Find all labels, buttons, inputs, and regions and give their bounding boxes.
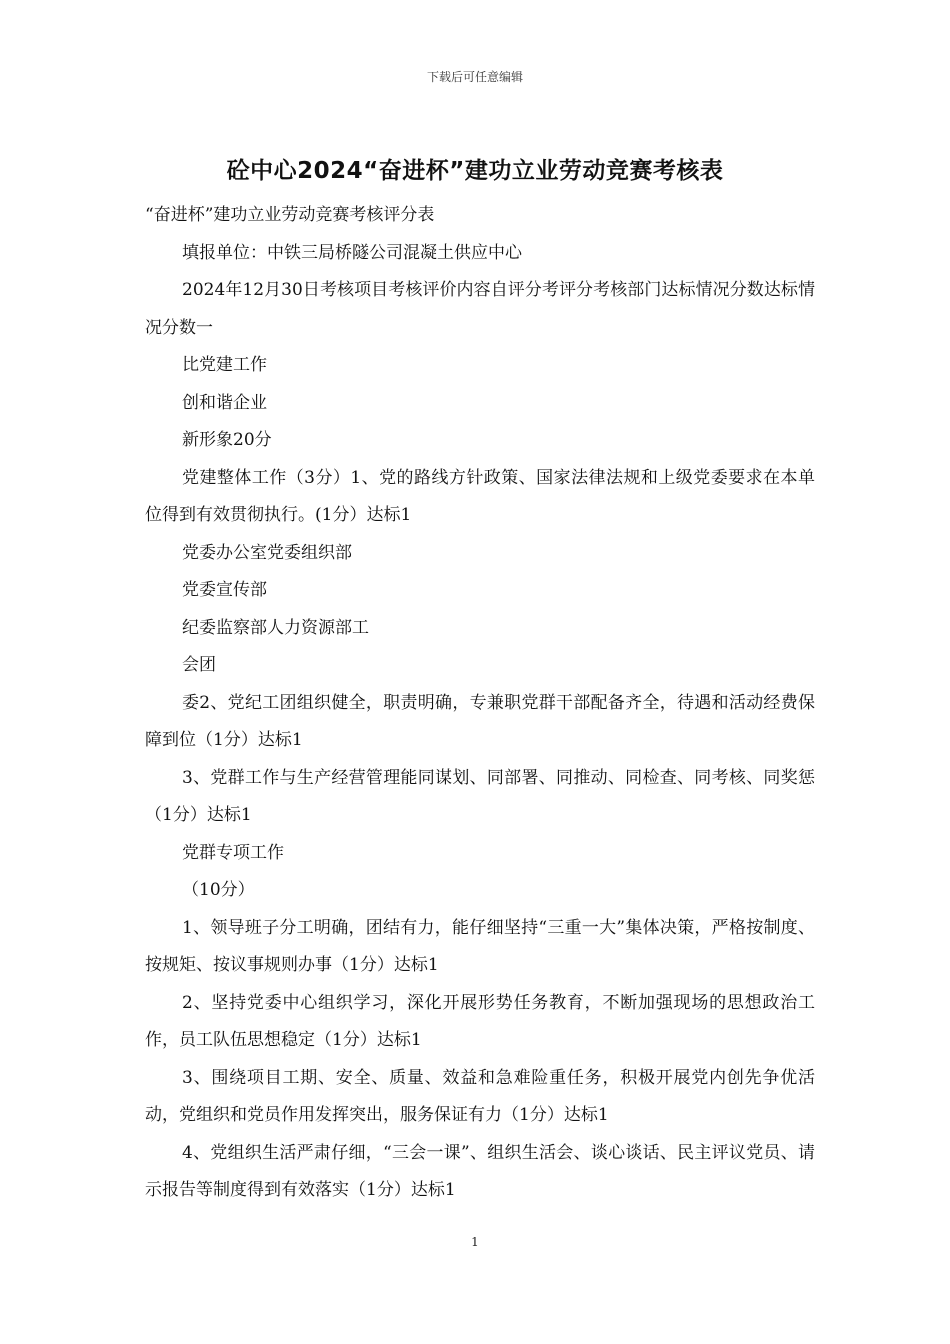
paragraph-form-name: “奋进杯”建功立业劳动竞赛考核评分表 <box>145 205 435 225</box>
paragraph-overall-work-item-3: 3、党群工作与生产经营管理能同谋划、同部署、同推动、同检查、同考核、同奖惩（1分）达标1 <box>145 767 815 825</box>
paragraph-departments-4: 会团 <box>182 655 216 675</box>
paragraph-special-item-1: 1、领导班子分工明确，团结有力，能仔细坚持“三重一大”集体决策，严格按制度、按规矩、按议事规则办事（1分）达标1 <box>145 917 815 975</box>
document-body <box>145 197 815 1210</box>
document-title: 砼中心2024“奋进杯”建功立业劳动竞赛考核表 <box>226 158 724 184</box>
paragraph-category-score: 新形象20分 <box>182 430 272 450</box>
page-number: 1 <box>471 1235 479 1249</box>
paragraph-special-item-3: 3、围绕项目工期、安全、质量、效益和急难险重任务，积极开展党内创先争优活动，党组织和党员作用发挥突出，服务保证有力（1分）达标1 <box>145 1067 815 1125</box>
paragraph-date-columns: 2024年12月30日考核项目考核评价内容自评分考评分考核部门达标情况分数达标情况分数一 <box>145 280 815 338</box>
paragraph-special-work-score: （10分） <box>182 880 255 900</box>
paragraph-overall-work-item-2: 委2、党纪工团组织健全，职责明确，专兼职党群干部配备齐全，待遇和活动经费保障到位（1分）达标1 <box>145 692 815 750</box>
paragraph-departments-1: 党委办公室党委组织部 <box>182 542 352 563</box>
paragraph-special-item-4: 4、党组织生活严肃仔细，“三会一课”、组织生活会、谈心谈话、民主评议党员、请示报告等制度得到有效落实（1分）达标1 <box>145 1142 815 1200</box>
paragraph-departments-3: 纪委监察部人力资源部工 <box>182 617 369 638</box>
paragraph-special-item-2: 2、坚持党委中心组织学习，深化开展形势任务教育，不断加强现场的思想政治工作，员工队伍思想稳定（1分）达标1 <box>145 992 815 1050</box>
header-note: 下载后可任意编辑 <box>426 70 523 84</box>
paragraph-special-work: 党群专项工作 <box>182 842 284 863</box>
paragraph-reporting-unit: 填报单位：中铁三局桥隧公司混凝土供应中心 <box>182 242 522 263</box>
paragraph-overall-work-item-1: 党建整体工作（3分）1、党的路线方针政策、国家法律法规和上级党委要求在本单位得到有效贯彻执行。(1分）达标1 <box>145 467 815 525</box>
paragraph-category-2: 创和谐企业 <box>182 392 267 413</box>
paragraph-departments-2: 党委宣传部 <box>182 580 267 600</box>
paragraph-category-1: 比党建工作 <box>182 355 267 375</box>
